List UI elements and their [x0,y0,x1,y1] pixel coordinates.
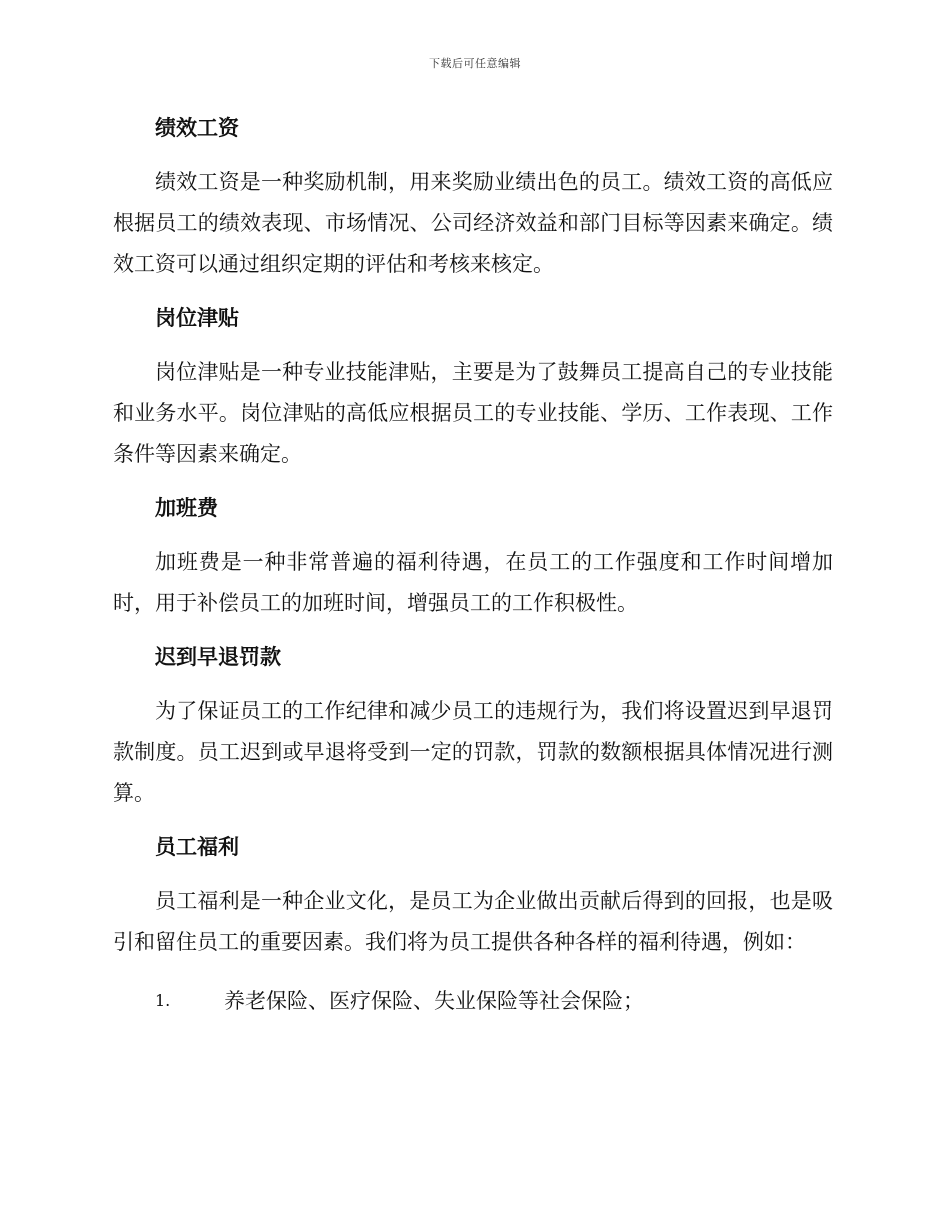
section-paragraph: 加班费是一种非常普遍的福利待遇，在员工的工作强度和工作时间增加时，用于补偿员工的加班时间，增强员工的工作积极性。 [113,550,833,615]
section-paragraph: 员工福利是一种企业文化，是员工为企业做出贡献后得到的回报，也是吸引和留住员工的重要因素。我们将为员工提供各种各样的福利待遇，例如： [113,889,833,954]
section-late-penalty [113,637,833,814]
header-note: 下载后可任意编辑 [429,57,521,70]
section-performance-pay [113,108,833,285]
section-heading: 员工福利 [155,835,239,859]
section-heading: 绩效工资 [155,116,239,140]
section-employee-benefits [113,827,833,963]
section-paragraph: 岗位津贴是一种专业技能津贴，主要是为了鼓舞员工提高自己的专业技能和业务水平。岗位津贴的高低应根据员工的专业技能、学历、工作表现、工作条件等因素来确定。 [113,360,833,466]
section-heading: 加班费 [155,496,218,520]
section-overtime-pay [113,488,833,624]
list-item [113,981,833,1021]
section-paragraph: 绩效工资是一种奖励机制，用来奖励业绩出色的员工。绩效工资的高低应根据员工的绩效表现、市场情况、公司经济效益和部门目标等因素来确定。绩效工资可以通过组织定期的评估和考核来核定。 [113,170,833,276]
section-position-allowance [113,298,833,475]
section-paragraph: 为了保证员工的工作纪律和减少员工的违规行为，我们将设置迟到早退罚款制度。员工迟到或早退将受到一定的罚款，罚款的数额根据具体情况进行测算。 [113,699,833,805]
list-item-number: 1. [155,991,171,1010]
section-heading: 岗位津贴 [155,306,239,330]
document-body [113,108,833,1021]
list-item-text: 养老保险、医疗保险、失业保险等社会保险； [224,989,644,1013]
section-heading: 迟到早退罚款 [155,645,281,669]
